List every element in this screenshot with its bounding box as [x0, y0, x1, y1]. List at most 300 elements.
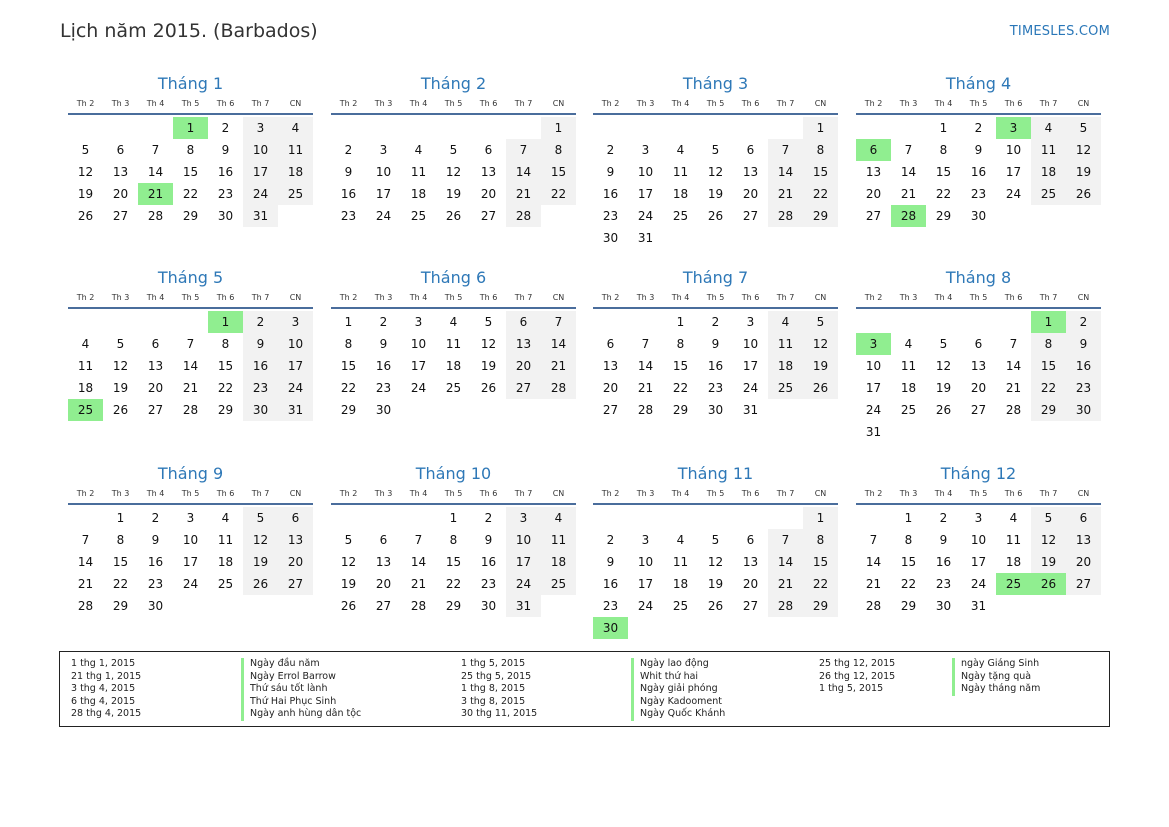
weekend-day-cell: 15 — [1031, 355, 1066, 377]
weekday-label: Th 4 — [146, 99, 165, 108]
day-cell: 23 — [602, 209, 619, 223]
legend-date: 3 thg 4, 2015 — [71, 683, 136, 695]
day-cell: 22 — [445, 577, 462, 591]
weekend-day-cell: 18 — [1031, 161, 1066, 183]
day-cell: 2 — [151, 511, 160, 525]
day-cell: 30 — [935, 599, 952, 613]
day-cell: 10 — [637, 165, 654, 179]
weekend-day-cell: 9 — [243, 333, 278, 355]
weekend-day-cell: 21 — [768, 573, 803, 595]
weekday-label: Th 3 — [899, 489, 918, 498]
day-cell: 13 — [742, 555, 759, 569]
day-cell: 20 — [970, 381, 987, 395]
weekend-day-cell: 11 — [278, 139, 313, 161]
week-row — [331, 399, 576, 421]
weekend-day-cell: 19 — [1031, 551, 1066, 573]
day-cell: 4 — [414, 143, 423, 157]
day-cell: 2 — [344, 143, 353, 157]
weekday-label: Th 6 — [741, 293, 760, 302]
weekday-label: Th 6 — [1004, 99, 1023, 108]
week-row — [856, 573, 1101, 595]
weekday-label: Th 3 — [899, 99, 918, 108]
week-row — [68, 139, 313, 161]
day-cell: 4 — [904, 337, 913, 351]
month-11 — [593, 463, 838, 639]
weekday-label: CN — [814, 99, 827, 108]
month-2 — [331, 73, 576, 227]
legend-date: 1 thg 8, 2015 — [461, 683, 526, 695]
empty-cell — [208, 595, 243, 617]
empty-cell — [856, 507, 891, 529]
legend-date: 1 thg 1, 2015 — [71, 658, 136, 669]
weekday-label: Th 3 — [636, 99, 655, 108]
week-row — [856, 311, 1101, 333]
weekend-day-cell: 15 — [541, 161, 576, 183]
weekday-label: Th 7 — [514, 489, 533, 498]
day-cell: 18 — [77, 381, 94, 395]
week-row — [68, 355, 313, 377]
day-cell: 5 — [116, 337, 125, 351]
day-cell: 15 — [900, 555, 917, 569]
day-cell: 16 — [707, 359, 724, 373]
day-cell: 1 — [904, 511, 913, 525]
day-cell: 31 — [637, 231, 654, 245]
weekend-day-cell: 3 — [243, 117, 278, 139]
weekend-day-cell: 18 — [541, 551, 576, 573]
weekend-day-cell: 31 — [506, 595, 541, 617]
day-cell: 16 — [602, 577, 619, 591]
weekend-day-cell: 4 — [278, 117, 313, 139]
day-cell: 13 — [147, 359, 164, 373]
week-row — [593, 333, 838, 355]
day-cell: 30 — [480, 599, 497, 613]
weekday-label: Th 5 — [444, 293, 463, 302]
week-row — [331, 529, 576, 551]
day-cell: 23 — [147, 577, 164, 591]
weekend-day-cell: 21 — [541, 355, 576, 377]
weekend-day-cell: 26 — [243, 573, 278, 595]
week-row — [331, 573, 576, 595]
empty-cell — [593, 117, 628, 139]
weekday-label: Th 3 — [636, 489, 655, 498]
day-cell: 14 — [147, 165, 164, 179]
day-cell: 3 — [641, 143, 650, 157]
week-row — [593, 117, 838, 139]
weekend-day-cell: 6 — [278, 507, 313, 529]
empty-cell — [471, 117, 506, 139]
legend-holiday-name: Ngày tặng quà — [952, 671, 1040, 684]
day-cell: 24 — [637, 599, 654, 613]
weekday-label: Th 7 — [776, 99, 795, 108]
weekday-label: CN — [552, 293, 565, 302]
weekday-header — [593, 291, 838, 305]
weekday-label: Th 5 — [444, 99, 463, 108]
weekday-label: Th 6 — [479, 489, 498, 498]
day-cell: 23 — [935, 577, 952, 591]
month-divider — [331, 113, 576, 115]
empty-cell — [1031, 421, 1066, 443]
weekend-day-cell: 28 — [768, 205, 803, 227]
day-cell: 5 — [81, 143, 90, 157]
empty-cell — [996, 421, 1031, 443]
week-row — [856, 421, 1101, 443]
day-cell: 4 — [449, 315, 458, 329]
day-cell: 26 — [77, 209, 94, 223]
day-cell: 8 — [939, 143, 948, 157]
weekend-day-cell: 3 — [278, 311, 313, 333]
weekend-day-cell: 4 — [541, 507, 576, 529]
weekday-header — [593, 487, 838, 501]
day-cell: 20 — [375, 577, 392, 591]
day-cell: 3 — [414, 315, 423, 329]
day-cell: 20 — [147, 381, 164, 395]
empty-cell — [541, 595, 576, 617]
week-row — [331, 507, 576, 529]
month-divider — [68, 113, 313, 115]
site-link[interactable]: TIMESLES.COM — [1009, 24, 1110, 39]
weekday-label: Th 6 — [479, 293, 498, 302]
weekday-label: Th 7 — [776, 489, 795, 498]
empty-cell — [628, 311, 663, 333]
legend-holiday-name: Ngày anh hùng dân tộc — [241, 708, 361, 721]
weekday-label: Th 3 — [636, 293, 655, 302]
weekday-label: Th 7 — [251, 489, 270, 498]
empty-cell — [366, 117, 401, 139]
weekday-header — [331, 97, 576, 111]
day-cell: 17 — [410, 359, 427, 373]
day-cell: 14 — [182, 359, 199, 373]
week-row — [593, 311, 838, 333]
day-cell: 14 — [637, 359, 654, 373]
day-cell: 3 — [379, 143, 388, 157]
month-divider — [331, 307, 576, 309]
weekend-day-cell: 23 — [243, 377, 278, 399]
weekday-label: Th 5 — [181, 293, 200, 302]
weekend-day-cell: 30 — [243, 399, 278, 421]
weekday-label: CN — [552, 99, 565, 108]
weekend-day-cell: 29 — [803, 205, 838, 227]
weekday-label: Th 2 — [76, 293, 95, 302]
day-cell: 24 — [742, 381, 759, 395]
weekday-label: Th 6 — [216, 489, 235, 498]
week-row — [68, 399, 313, 421]
empty-cell — [331, 117, 366, 139]
day-cell: 2 — [711, 315, 720, 329]
empty-cell — [401, 507, 436, 529]
day-cell: 12 — [707, 165, 724, 179]
weekday-label: Th 6 — [741, 489, 760, 498]
legend-date: 25 thg 5, 2015 — [461, 670, 532, 682]
day-cell: 13 — [970, 359, 987, 373]
week-row — [593, 507, 838, 529]
day-cell: 10 — [865, 359, 882, 373]
day-cell: 29 — [445, 599, 462, 613]
week-row — [593, 227, 838, 249]
weekday-label: Th 4 — [409, 293, 428, 302]
month-title: Tháng 11 — [677, 464, 754, 483]
day-cell: 27 — [112, 209, 129, 223]
day-cell: 15 — [935, 165, 952, 179]
day-cell: 2 — [484, 511, 493, 525]
day-cell: 9 — [344, 165, 353, 179]
week-row — [593, 161, 838, 183]
weekday-label: CN — [552, 489, 565, 498]
weekday-label: Th 3 — [111, 489, 130, 498]
day-cell: 22 — [217, 381, 234, 395]
day-cell: 1 — [676, 315, 685, 329]
weekday-header — [331, 291, 576, 305]
weekend-day-cell: 27 — [506, 377, 541, 399]
empty-cell — [698, 507, 733, 529]
weekend-day-cell: 11 — [1031, 139, 1066, 161]
weekday-label: Th 4 — [146, 489, 165, 498]
holiday-day-cell: 3 — [856, 333, 891, 355]
weekend-day-cell: 22 — [803, 183, 838, 205]
empty-cell — [961, 421, 996, 443]
weekday-label: Th 7 — [776, 293, 795, 302]
weekday-label: Th 5 — [706, 99, 725, 108]
day-cell: 17 — [182, 555, 199, 569]
month-4 — [856, 73, 1101, 227]
weekday-label: Th 4 — [409, 99, 428, 108]
weekday-label: Th 2 — [76, 99, 95, 108]
day-cell: 15 — [182, 165, 199, 179]
empty-cell — [663, 507, 698, 529]
weekday-label: Th 6 — [479, 99, 498, 108]
day-cell: 11 — [900, 359, 917, 373]
weekend-day-cell: 19 — [1066, 161, 1101, 183]
empty-cell — [733, 117, 768, 139]
day-cell: 23 — [707, 381, 724, 395]
month-9 — [68, 463, 313, 617]
empty-cell — [663, 117, 698, 139]
day-cell: 19 — [707, 187, 724, 201]
weekday-header — [856, 97, 1101, 111]
month-title: Tháng 4 — [945, 74, 1012, 93]
week-row — [593, 399, 838, 421]
day-cell: 28 — [410, 599, 427, 613]
day-cell: 29 — [672, 403, 689, 417]
day-cell: 16 — [340, 187, 357, 201]
day-cell: 18 — [445, 359, 462, 373]
day-cell: 19 — [340, 577, 357, 591]
week-row — [68, 507, 313, 529]
weekend-day-cell: 26 — [803, 377, 838, 399]
weekend-day-cell: 24 — [243, 183, 278, 205]
day-cell: 11 — [672, 165, 689, 179]
weekend-day-cell: 12 — [243, 529, 278, 551]
weekend-day-cell: 13 — [1066, 529, 1101, 551]
day-cell: 7 — [904, 143, 913, 157]
day-cell: 20 — [742, 187, 759, 201]
day-cell: 23 — [340, 209, 357, 223]
day-cell: 27 — [480, 209, 497, 223]
legend-date: 3 thg 8, 2015 — [461, 695, 526, 707]
day-cell: 26 — [445, 209, 462, 223]
legend-names-col-1 — [241, 658, 361, 721]
week-row — [331, 139, 576, 161]
day-cell: 23 — [480, 577, 497, 591]
month-divider — [331, 503, 576, 505]
empty-cell — [173, 595, 208, 617]
empty-cell — [1066, 205, 1101, 227]
empty-cell — [733, 617, 768, 639]
day-cell: 24 — [865, 403, 882, 417]
holiday-day-cell: 25 — [996, 573, 1031, 595]
weekday-label: Th 6 — [216, 99, 235, 108]
weekend-day-cell: 9 — [1066, 333, 1101, 355]
empty-cell — [926, 311, 961, 333]
weekday-label: CN — [289, 99, 302, 108]
weekend-day-cell: 15 — [803, 161, 838, 183]
day-cell: 30 — [970, 209, 987, 223]
weekend-day-cell: 12 — [1066, 139, 1101, 161]
legend-date: 26 thg 12, 2015 — [819, 670, 896, 682]
empty-cell — [593, 507, 628, 529]
legend-date: 6 thg 4, 2015 — [71, 695, 136, 707]
weekday-label: Th 7 — [1039, 99, 1058, 108]
day-cell: 30 — [602, 231, 619, 245]
day-cell: 20 — [602, 381, 619, 395]
day-cell: 24 — [1005, 187, 1022, 201]
day-cell: 25 — [900, 403, 917, 417]
week-row — [68, 573, 313, 595]
empty-cell — [103, 311, 138, 333]
day-cell: 7 — [151, 143, 160, 157]
empty-cell — [278, 205, 313, 227]
month-8 — [856, 267, 1101, 443]
weekday-label: Th 2 — [601, 99, 620, 108]
day-cell: 5 — [344, 533, 353, 547]
day-cell: 21 — [410, 577, 427, 591]
week-row — [593, 139, 838, 161]
day-cell: 12 — [707, 555, 724, 569]
month-title: Tháng 9 — [157, 464, 224, 483]
weekday-label: Th 2 — [339, 489, 358, 498]
empty-cell — [856, 117, 891, 139]
month-title: Tháng 2 — [420, 74, 487, 93]
weekend-day-cell: 13 — [506, 333, 541, 355]
empty-cell — [733, 507, 768, 529]
weekday-label: Th 2 — [864, 293, 883, 302]
day-cell: 25 — [672, 209, 689, 223]
weekend-day-cell: 6 — [1066, 507, 1101, 529]
empty-cell — [138, 311, 173, 333]
weekend-day-cell: 13 — [278, 529, 313, 551]
day-cell: 29 — [340, 403, 357, 417]
weekend-day-cell: 7 — [768, 139, 803, 161]
empty-cell — [628, 117, 663, 139]
day-cell: 18 — [900, 381, 917, 395]
weekend-day-cell: 14 — [768, 161, 803, 183]
weekend-day-cell: 5 — [243, 507, 278, 529]
legend-date: 30 thg 11, 2015 — [461, 708, 538, 720]
day-cell: 13 — [602, 359, 619, 373]
day-cell: 10 — [182, 533, 199, 547]
empty-cell — [768, 227, 803, 249]
month-7 — [593, 267, 838, 421]
holiday-day-cell: 3 — [996, 117, 1031, 139]
day-cell: 17 — [375, 187, 392, 201]
day-cell: 4 — [676, 533, 685, 547]
weekday-header — [68, 97, 313, 111]
day-cell: 5 — [711, 143, 720, 157]
empty-cell — [996, 205, 1031, 227]
weekday-label: CN — [1077, 293, 1090, 302]
day-cell: 22 — [935, 187, 952, 201]
holiday-day-cell: 1 — [1031, 311, 1066, 333]
day-cell: 5 — [484, 315, 493, 329]
day-cell: 27 — [742, 209, 759, 223]
day-cell: 16 — [935, 555, 952, 569]
day-cell: 14 — [900, 165, 917, 179]
weekday-header — [68, 487, 313, 501]
month-divider — [856, 307, 1101, 309]
weekend-day-cell: 14 — [506, 161, 541, 183]
empty-cell — [1031, 595, 1066, 617]
day-cell: 30 — [147, 599, 164, 613]
weekday-label: Th 7 — [251, 99, 270, 108]
weekend-day-cell: 10 — [506, 529, 541, 551]
day-cell: 6 — [379, 533, 388, 547]
week-row — [856, 333, 1101, 355]
day-cell: 6 — [746, 143, 755, 157]
day-cell: 8 — [186, 143, 195, 157]
empty-cell — [436, 117, 471, 139]
weekday-label: Th 3 — [374, 293, 393, 302]
empty-cell — [803, 227, 838, 249]
empty-cell — [103, 117, 138, 139]
day-cell: 18 — [672, 577, 689, 591]
day-cell: 3 — [974, 511, 983, 525]
day-cell: 7 — [81, 533, 90, 547]
week-row — [68, 161, 313, 183]
week-row — [331, 183, 576, 205]
week-row — [68, 551, 313, 573]
day-cell: 12 — [935, 359, 952, 373]
month-divider — [856, 503, 1101, 505]
day-cell: 29 — [112, 599, 129, 613]
weekend-day-cell: 26 — [1066, 183, 1101, 205]
day-cell: 22 — [182, 187, 199, 201]
weekday-label: Th 3 — [374, 489, 393, 498]
empty-cell — [961, 311, 996, 333]
legend-date: 1 thg 5, 2015 — [819, 683, 884, 695]
day-cell: 2 — [606, 143, 615, 157]
legend-date: 28 thg 4, 2015 — [71, 708, 142, 720]
weekend-day-cell: 11 — [768, 333, 803, 355]
month-1 — [68, 73, 313, 227]
day-cell: 19 — [480, 359, 497, 373]
weekend-day-cell: 3 — [506, 507, 541, 529]
weekend-day-cell: 16 — [1066, 355, 1101, 377]
weekday-label: Th 5 — [181, 489, 200, 498]
day-cell: 7 — [1009, 337, 1018, 351]
weekend-day-cell: 8 — [1031, 333, 1066, 355]
legend-date: 21 thg 1, 2015 — [71, 670, 142, 682]
week-row — [856, 117, 1101, 139]
holiday-day-cell: 26 — [1031, 573, 1066, 595]
weekday-label: Th 6 — [216, 293, 235, 302]
weekday-label: Th 2 — [864, 99, 883, 108]
weekday-label: Th 7 — [514, 99, 533, 108]
empty-cell — [68, 311, 103, 333]
month-6 — [331, 267, 576, 421]
weekend-day-cell: 12 — [1031, 529, 1066, 551]
weekend-day-cell: 10 — [278, 333, 313, 355]
day-cell: 20 — [112, 187, 129, 201]
day-cell: 15 — [217, 359, 234, 373]
